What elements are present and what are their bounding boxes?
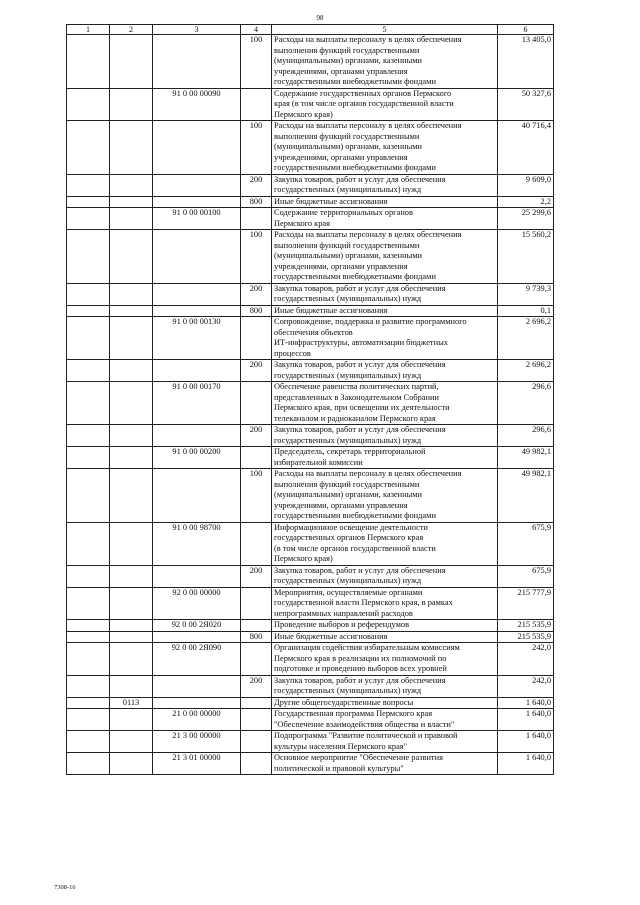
description-line: Закупка товаров, работ и услуг для обеспечения — [274, 565, 446, 575]
subsection-cell — [110, 565, 153, 587]
description-line: Государственная программа Пермского края — [274, 709, 433, 718]
amount-cell: 215 535,9 — [498, 620, 554, 632]
table-row — [67, 697, 554, 709]
section-cell — [67, 121, 110, 175]
target-article-cell — [153, 469, 241, 523]
expense-type-cell: 200 — [241, 174, 272, 196]
amount-cell: 242,0 — [498, 643, 554, 676]
section-cell — [67, 522, 110, 565]
description-line: непрограммных направлений расходов — [274, 608, 413, 618]
expense-description-cell — [272, 382, 498, 425]
column-header-2: 2 — [110, 25, 153, 35]
amount-cell: 49 982,1 — [498, 469, 554, 523]
description-line: Содержание территориальных органов — [274, 208, 413, 217]
description-line: Обеспечение равенства политических партий, — [274, 382, 439, 391]
target-article-cell: 21 0 00 00000 — [153, 709, 241, 731]
description-line: (муниципальными) органами, казенными — [274, 490, 423, 499]
subsection-cell — [110, 305, 153, 317]
column-header-6: 6 — [498, 25, 554, 35]
table-row — [67, 382, 554, 425]
expense-type-cell — [241, 697, 272, 709]
footer-code: 7308-16 — [54, 884, 76, 891]
subsection-cell — [110, 35, 153, 89]
table-row — [67, 305, 554, 317]
description-line: (муниципальными) органами, казенными — [274, 142, 423, 151]
expense-type-cell — [241, 643, 272, 676]
description-line: Содержание государственных органов Пермского — [274, 88, 452, 98]
target-article-cell: 92 0 00 2Я090 — [153, 643, 241, 676]
section-cell — [67, 447, 110, 469]
expense-type-cell: 800 — [241, 305, 272, 317]
expense-description-cell — [272, 208, 498, 230]
description-line: культуры населения Пермского края" — [274, 741, 408, 751]
description-line: государственных (муниципальных) нужд — [274, 686, 422, 695]
description-line: государственными внебюджетными фондами — [274, 511, 436, 520]
target-article-cell: 91 0 00 00100 — [153, 208, 241, 230]
expense-description-cell — [272, 675, 498, 697]
expense-description-cell — [272, 425, 498, 447]
expense-type-cell: 800 — [241, 196, 272, 208]
section-cell — [67, 35, 110, 89]
description-line: Расходы на выплаты персоналу в целях обеспечения — [274, 35, 462, 44]
description-line: Информационное освещение деятельности — [274, 522, 429, 532]
description-line: Расходы на выплаты персоналу в целях обеспечения — [274, 230, 462, 239]
expense-description-cell — [272, 174, 498, 196]
expense-description-cell — [272, 447, 498, 469]
description-line: телеканалом и радиоканалом Пермского края — [274, 413, 436, 423]
subsection-cell — [110, 469, 153, 523]
description-line: государственных (муниципальных) нужд — [274, 185, 422, 194]
amount-cell: 40 716,4 — [498, 121, 554, 175]
description-line: (муниципальными) органами, казенными — [274, 56, 423, 65]
description-line: "Обеспечение взаимодействия общества и власти" — [274, 719, 455, 729]
description-line: Другие общегосударственные вопросы — [274, 697, 414, 707]
target-article-cell: 92 0 00 00000 — [153, 587, 241, 620]
section-cell — [67, 230, 110, 284]
subsection-cell — [110, 283, 153, 305]
section-cell — [67, 283, 110, 305]
expense-type-cell — [241, 522, 272, 565]
expense-description-cell — [272, 305, 498, 317]
amount-cell: 15 560,2 — [498, 230, 554, 284]
expense-type-cell: 100 — [241, 35, 272, 89]
section-cell — [67, 565, 110, 587]
description-line: края (в том числе органов государственной власти — [274, 99, 454, 108]
subsection-cell — [110, 88, 153, 121]
table-header-row — [67, 25, 554, 35]
description-line: Закупка товаров, работ и услуг для обеспечения — [274, 425, 446, 434]
target-article-cell — [153, 360, 241, 382]
subsection-cell — [110, 522, 153, 565]
column-header-3: 3 — [153, 25, 241, 35]
expense-type-cell: 200 — [241, 360, 272, 382]
table-row — [67, 620, 554, 632]
description-line: Мероприятия, осуществляемые органами — [274, 587, 423, 597]
amount-cell: 1 640,0 — [498, 753, 554, 775]
description-line: подготовке и проведению выборов всех уровней — [274, 664, 447, 673]
column-header-1: 1 — [67, 25, 110, 35]
subsection-cell — [110, 675, 153, 697]
target-article-cell: 21 3 00 00000 — [153, 731, 241, 753]
target-article-cell: 91 0 00 98700 — [153, 522, 241, 565]
subsection-cell — [110, 360, 153, 382]
description-line: политической и правовой культуры" — [274, 763, 404, 773]
subsection-cell — [110, 208, 153, 230]
description-line: ИТ-инфраструктуры, автоматизации бюджетных — [274, 338, 448, 347]
amount-cell: 1 640,0 — [498, 709, 554, 731]
target-article-cell — [153, 305, 241, 317]
target-article-cell — [153, 196, 241, 208]
target-article-cell — [153, 121, 241, 175]
description-line: государственных (муниципальных) нужд — [274, 435, 422, 445]
expense-description-cell — [272, 753, 498, 775]
section-cell — [67, 174, 110, 196]
expense-type-cell — [241, 208, 272, 230]
column-header-4: 4 — [241, 25, 272, 35]
subsection-cell — [110, 121, 153, 175]
expense-type-cell: 200 — [241, 283, 272, 305]
section-cell — [67, 731, 110, 753]
subsection-cell — [110, 382, 153, 425]
expense-type-cell: 100 — [241, 230, 272, 284]
description-line: учреждениями, органами управления — [274, 152, 408, 162]
section-cell — [67, 88, 110, 121]
description-line: учреждениями, органами управления — [274, 261, 408, 271]
amount-cell: 0,1 — [498, 305, 554, 317]
amount-cell: 2 696,2 — [498, 360, 554, 382]
description-line: государственными внебюджетными фондами — [274, 272, 436, 281]
section-cell — [67, 620, 110, 632]
subsection-cell — [110, 643, 153, 676]
table-row — [67, 731, 554, 753]
page-number: 98 — [316, 14, 324, 22]
expense-type-cell — [241, 753, 272, 775]
amount-cell: 215 535,9 — [498, 631, 554, 643]
subsection-cell — [110, 587, 153, 620]
subsection-cell — [110, 709, 153, 731]
table-row — [67, 565, 554, 587]
subsection-cell — [110, 731, 153, 753]
expense-type-cell — [241, 709, 272, 731]
description-line: государственных (муниципальных) нужд — [274, 370, 422, 380]
expense-description-cell — [272, 620, 498, 632]
target-article-cell — [153, 230, 241, 284]
target-article-cell — [153, 174, 241, 196]
description-line: представленных в Законодательном Собрании — [274, 392, 439, 402]
description-line: Сопровождение, поддержка и развитие программного — [274, 317, 467, 326]
section-cell — [67, 709, 110, 731]
section-cell — [67, 208, 110, 230]
table-row — [67, 121, 554, 175]
description-line: избирательной комиссии — [274, 457, 363, 467]
table-body — [67, 35, 554, 775]
description-line: Председатель, секретарь территориальной — [274, 447, 426, 456]
section-cell — [67, 382, 110, 425]
table-row — [67, 196, 554, 208]
description-line: Закупка товаров, работ и услуг для обеспечения — [274, 174, 446, 184]
subsection-cell — [110, 317, 153, 360]
description-line: государственных (муниципальных) нужд — [274, 576, 422, 585]
expense-type-cell — [241, 317, 272, 360]
amount-cell: 9 609,0 — [498, 174, 554, 196]
expense-description-cell — [272, 317, 498, 360]
budget-table — [66, 24, 554, 775]
target-article-cell — [153, 675, 241, 697]
table-row — [67, 587, 554, 620]
expense-type-cell: 100 — [241, 121, 272, 175]
description-line: процессов — [274, 348, 311, 358]
table-row — [67, 230, 554, 284]
target-article-cell — [153, 425, 241, 447]
table-row — [67, 317, 554, 360]
description-line: Закупка товаров, работ и услуг для обеспечения — [274, 360, 446, 369]
subsection-cell — [110, 620, 153, 632]
description-line: Иные бюджетные ассигнования — [274, 196, 388, 206]
expense-description-cell — [272, 697, 498, 709]
subsection-cell — [110, 196, 153, 208]
section-cell — [67, 697, 110, 709]
section-cell — [67, 643, 110, 676]
description-line: Закупка товаров, работ и услуг для обеспечения — [274, 283, 446, 293]
expense-type-cell — [241, 587, 272, 620]
description-line: Подпрограмма "Развитие политической и правовой — [274, 731, 458, 740]
amount-cell: 242,0 — [498, 675, 554, 697]
target-article-cell — [153, 631, 241, 643]
section-cell — [67, 675, 110, 697]
expense-description-cell — [272, 88, 498, 121]
description-line: государственными внебюджетными фондами — [274, 77, 436, 86]
description-line: Иные бюджетные ассигнования — [274, 631, 388, 641]
amount-cell: 675,9 — [498, 565, 554, 587]
section-cell — [67, 196, 110, 208]
description-line: Пермского края, при освещении их деятельности — [274, 403, 450, 412]
expense-description-cell — [272, 643, 498, 676]
target-article-cell — [153, 35, 241, 89]
expense-type-cell — [241, 620, 272, 632]
section-cell — [67, 753, 110, 775]
table-row — [67, 522, 554, 565]
section-cell — [67, 425, 110, 447]
description-line: Закупка товаров, работ и услуг для обеспечения — [274, 675, 446, 685]
description-line: Пермского края — [274, 218, 331, 228]
description-line: государственных (муниципальных) нужд — [274, 294, 422, 303]
expense-type-cell: 800 — [241, 631, 272, 643]
section-cell — [67, 469, 110, 523]
amount-cell: 215 777,9 — [498, 587, 554, 620]
description-line: выполнения функций государственными — [274, 479, 420, 489]
target-article-cell — [153, 283, 241, 305]
table-row — [67, 447, 554, 469]
expense-type-cell: 100 — [241, 469, 272, 523]
target-article-cell: 91 0 00 00200 — [153, 447, 241, 469]
amount-cell: 2 696,2 — [498, 317, 554, 360]
table-row — [67, 174, 554, 196]
amount-cell: 49 982,1 — [498, 447, 554, 469]
description-line: Пермского края в реализации их полномочий по — [274, 653, 447, 663]
description-line: выполнения функций государственными — [274, 131, 420, 141]
expense-type-cell: 200 — [241, 675, 272, 697]
amount-cell: 1 640,0 — [498, 731, 554, 753]
description-line: выполнения функций государственными — [274, 240, 420, 250]
expense-type-cell: 200 — [241, 565, 272, 587]
description-line: учреждениями, органами управления — [274, 66, 408, 76]
description-line: Расходы на выплаты персоналу в целях обеспечения — [274, 469, 462, 478]
expense-description-cell — [272, 360, 498, 382]
amount-cell: 296,6 — [498, 382, 554, 425]
section-cell — [67, 317, 110, 360]
target-article-cell — [153, 697, 241, 709]
target-article-cell: 91 0 00 00170 — [153, 382, 241, 425]
expense-description-cell — [272, 283, 498, 305]
table-row — [67, 88, 554, 121]
table-row — [67, 208, 554, 230]
table-row — [67, 643, 554, 676]
amount-cell: 296,6 — [498, 425, 554, 447]
section-cell — [67, 305, 110, 317]
subsection-cell — [110, 230, 153, 284]
description-line: Пермского края) — [274, 109, 333, 119]
description-line: выполнения функций государственными — [274, 45, 420, 55]
expense-type-cell — [241, 88, 272, 121]
description-line: учреждениями, органами управления — [274, 500, 408, 510]
table-row — [67, 425, 554, 447]
subsection-cell — [110, 631, 153, 643]
subsection-cell — [110, 425, 153, 447]
amount-cell: 25 299,6 — [498, 208, 554, 230]
subsection-cell — [110, 447, 153, 469]
subsection-cell — [110, 174, 153, 196]
expense-type-cell — [241, 382, 272, 425]
expense-type-cell — [241, 447, 272, 469]
section-cell — [67, 587, 110, 620]
amount-cell: 1 640,0 — [498, 697, 554, 709]
description-line: Организация содействия избирательным комиссиям — [274, 643, 460, 652]
table-row — [67, 360, 554, 382]
table-row — [67, 283, 554, 305]
amount-cell: 675,9 — [498, 522, 554, 565]
section-cell — [67, 631, 110, 643]
description-line: Иные бюджетные ассигнования — [274, 305, 388, 315]
expense-description-cell — [272, 230, 498, 284]
table-row — [67, 631, 554, 643]
description-line: Основное мероприятие "Обеспечение развития — [274, 753, 443, 762]
expense-description-cell — [272, 469, 498, 523]
amount-cell: 2,2 — [498, 196, 554, 208]
target-article-cell: 91 0 00 00090 — [153, 88, 241, 121]
expense-type-cell — [241, 731, 272, 753]
subsection-cell: 0113 — [110, 697, 153, 709]
section-cell — [67, 360, 110, 382]
column-header-5: 5 — [272, 25, 498, 35]
description-line: Проведение выборов и референдумов — [274, 620, 410, 629]
subsection-cell — [110, 753, 153, 775]
description-line: государственных органов Пермского края — [274, 533, 424, 542]
target-article-cell: 21 3 01 00000 — [153, 753, 241, 775]
expense-description-cell — [272, 196, 498, 208]
target-article-cell: 91 0 00 00130 — [153, 317, 241, 360]
table-row — [67, 469, 554, 523]
description-line: обеспечения объектов — [274, 327, 353, 337]
description-line: государственной власти Пермского края, в рамках — [274, 598, 453, 607]
amount-cell: 9 739,3 — [498, 283, 554, 305]
expense-description-cell — [272, 565, 498, 587]
table-row — [67, 709, 554, 731]
expense-description-cell — [272, 587, 498, 620]
description-line: Расходы на выплаты персоналу в целях обеспечения — [274, 121, 462, 130]
table-row — [67, 753, 554, 775]
expense-description-cell — [272, 522, 498, 565]
table-row — [67, 35, 554, 89]
target-article-cell — [153, 565, 241, 587]
table-row — [67, 675, 554, 697]
description-line: государственными внебюджетными фондами — [274, 163, 436, 172]
expense-description-cell — [272, 121, 498, 175]
expense-description-cell — [272, 709, 498, 731]
description-line: (муниципальными) органами, казенными — [274, 251, 423, 260]
expense-description-cell — [272, 35, 498, 89]
description-line: (в том числе органов государственной власти — [274, 543, 436, 553]
expense-type-cell: 200 — [241, 425, 272, 447]
description-line: Пермского края) — [274, 554, 333, 563]
amount-cell: 13 405,0 — [498, 35, 554, 89]
amount-cell: 50 327,6 — [498, 88, 554, 121]
expense-description-cell — [272, 731, 498, 753]
target-article-cell: 92 0 00 2Я020 — [153, 620, 241, 632]
expense-description-cell — [272, 631, 498, 643]
